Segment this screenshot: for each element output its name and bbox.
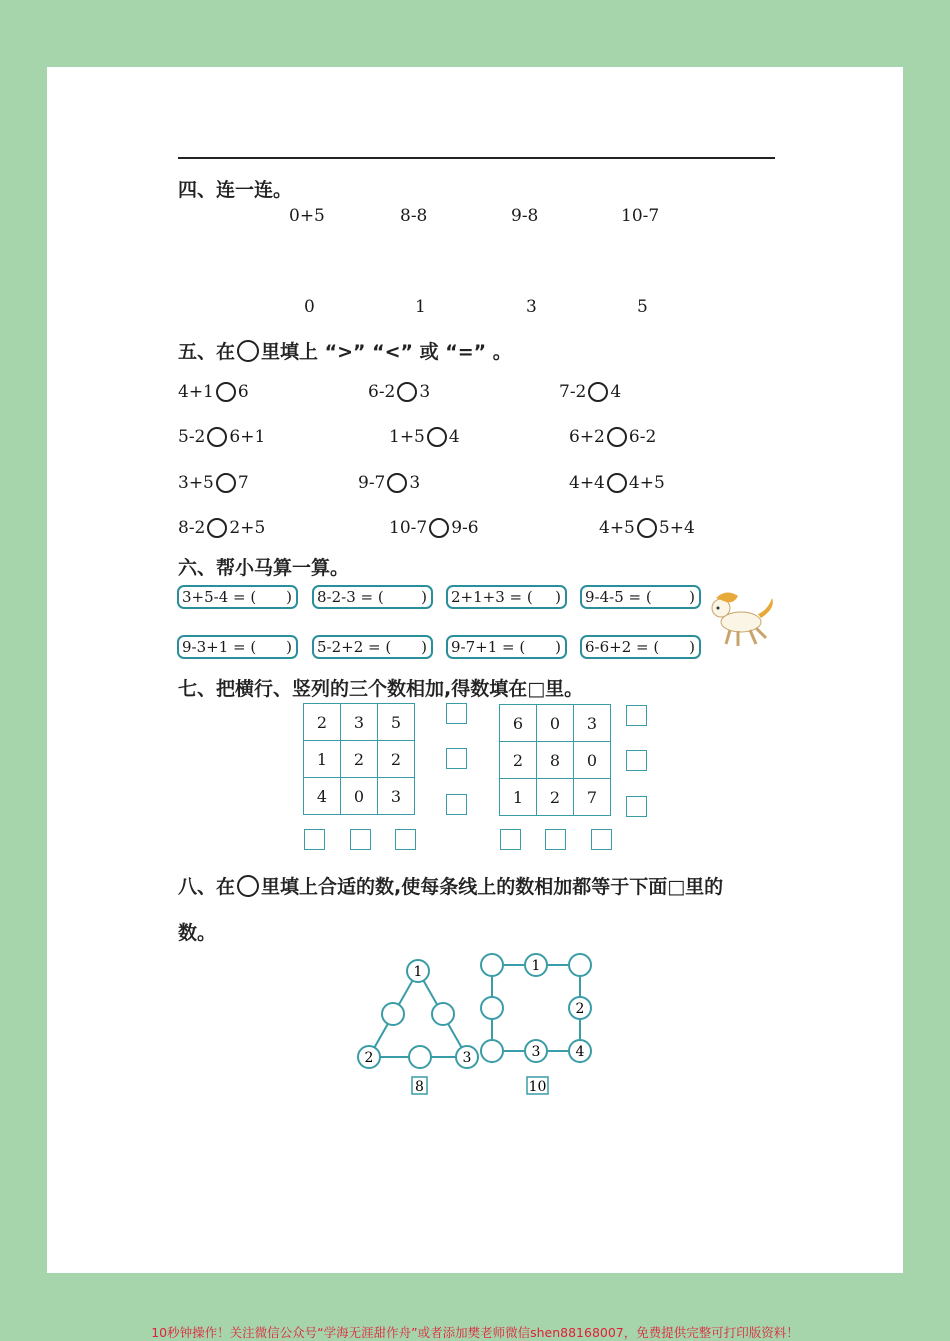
triangle-target: 8 xyxy=(415,1079,424,1095)
calc-box[interactable]: 2+1+3 = ( ) xyxy=(446,585,567,609)
grid-cell: 3 xyxy=(341,704,378,741)
square-target: 10 xyxy=(528,1079,547,1095)
grid-cell: 6 xyxy=(500,705,537,742)
circle-icon xyxy=(237,340,259,362)
grid-cell: 4 xyxy=(304,778,341,815)
compare-item: 9-7 3 xyxy=(358,473,421,493)
section8-title-suffix: 里填上合适的数,使每条线上的数相加都等于下面□里的 xyxy=(261,876,724,898)
grid-cell: 3 xyxy=(378,778,415,815)
section8-title xyxy=(178,872,723,899)
section5-title-prefix: 五、在 xyxy=(178,341,236,363)
grid-cell: 5 xyxy=(378,704,415,741)
promo-footer: 10秒钟操作！关注微信公众号“学海无涯甜作舟”或者添加樊老师微信shen88168007，免费提供完整可打印版资料！ xyxy=(151,1325,799,1340)
calc-box[interactable]: 9-3+1 = ( ) xyxy=(177,635,298,659)
section4-title: 四、连一连。 xyxy=(178,179,293,201)
compare-item: 10-7 9-6 xyxy=(389,518,479,538)
grid-cell: 2 xyxy=(537,779,574,816)
square-blank-node xyxy=(481,997,503,1019)
grid-cell: 0 xyxy=(341,778,378,815)
grid-cell: 2 xyxy=(304,704,341,741)
grid-cell: 0 xyxy=(537,705,574,742)
answer-square[interactable] xyxy=(626,796,647,817)
compare-circle[interactable] xyxy=(216,382,236,402)
compare-item: 5-2 6+1 xyxy=(178,427,266,447)
answer-square[interactable] xyxy=(500,829,521,850)
pony-icon xyxy=(706,586,778,650)
calc-box[interactable]: 8-2-3 = ( ) xyxy=(312,585,433,609)
grid-cell: 0 xyxy=(574,742,611,779)
circle-puzzle-diagram xyxy=(350,945,610,1100)
top-rule xyxy=(178,157,775,159)
section6-title: 六、帮小马算一算。 xyxy=(178,557,350,579)
compare-circle[interactable] xyxy=(427,427,447,447)
answer-square[interactable] xyxy=(304,829,325,850)
triangle-blank-node xyxy=(382,1003,404,1025)
calc-box[interactable]: 9-7+1 = ( ) xyxy=(446,635,567,659)
answer-square[interactable] xyxy=(626,750,647,771)
section5-title-suffix: 里填上 “>” “<” 或 “=” 。 xyxy=(261,341,512,363)
compare-circle[interactable] xyxy=(207,427,227,447)
compare-item: 3+5 7 xyxy=(178,473,249,493)
compare-item: 4+4 4+5 xyxy=(569,473,665,493)
compare-circle[interactable] xyxy=(607,427,627,447)
compare-item: 8-2 2+5 xyxy=(178,518,266,538)
compare-circle[interactable] xyxy=(607,473,627,493)
compare-item: 6+2 6-2 xyxy=(569,427,657,447)
triangle-blank-node xyxy=(409,1046,431,1068)
number-grid-2 xyxy=(499,704,611,816)
calc-box[interactable]: 6-6+2 = ( ) xyxy=(580,635,701,659)
compare-circle[interactable] xyxy=(637,518,657,538)
match-bottom-2[interactable]: 1 xyxy=(415,297,426,317)
compare-item: 6-2 3 xyxy=(368,382,431,402)
compare-item: 7-2 4 xyxy=(559,382,622,402)
calc-box[interactable]: 5-2+2 = ( ) xyxy=(312,635,433,659)
grid-cell: 2 xyxy=(378,741,415,778)
answer-square[interactable] xyxy=(446,703,467,724)
triangle-right-value: 3 xyxy=(462,1050,472,1066)
compare-circle[interactable] xyxy=(216,473,236,493)
square-top-value: 1 xyxy=(531,958,541,974)
grid-cell: 1 xyxy=(304,741,341,778)
match-top-2[interactable]: 8-8 xyxy=(400,206,428,226)
grid-cell: 3 xyxy=(574,705,611,742)
answer-square[interactable] xyxy=(626,705,647,726)
compare-circle[interactable] xyxy=(207,518,227,538)
triangle-left-value: 2 xyxy=(364,1050,374,1066)
circle-icon xyxy=(237,875,259,897)
match-bottom-4[interactable]: 5 xyxy=(637,297,648,317)
compare-item: 4+5 5+4 xyxy=(599,518,695,538)
section8-title-prefix: 八、在 xyxy=(178,876,236,898)
triangle-blank-node xyxy=(432,1003,454,1025)
calc-box[interactable]: 3+5-4 = ( ) xyxy=(177,585,298,609)
square-blank-node xyxy=(481,1040,503,1062)
answer-square[interactable] xyxy=(545,829,566,850)
answer-square[interactable] xyxy=(395,829,416,850)
square-right-value: 2 xyxy=(575,1001,585,1017)
match-bottom-3[interactable]: 3 xyxy=(526,297,537,317)
square-blank-node xyxy=(569,954,591,976)
grid-cell: 8 xyxy=(537,742,574,779)
answer-square[interactable] xyxy=(446,748,467,769)
compare-circle[interactable] xyxy=(588,382,608,402)
match-top-1[interactable]: 0+5 xyxy=(289,206,325,226)
grid-cell: 1 xyxy=(500,779,537,816)
answer-square[interactable] xyxy=(591,829,612,850)
compare-circle[interactable] xyxy=(387,473,407,493)
triangle-top-value: 1 xyxy=(413,964,423,980)
compare-item: 1+5 4 xyxy=(389,427,460,447)
number-grid-1 xyxy=(303,703,415,815)
match-top-3[interactable]: 9-8 xyxy=(511,206,539,226)
square-bottom-value: 3 xyxy=(531,1044,541,1060)
square-corner-value: 4 xyxy=(575,1044,585,1060)
compare-circle[interactable] xyxy=(429,518,449,538)
match-top-4[interactable]: 10-7 xyxy=(621,206,660,226)
grid-cell: 2 xyxy=(500,742,537,779)
grid-cell: 7 xyxy=(574,779,611,816)
calc-box[interactable]: 9-4-5 = ( ) xyxy=(580,585,701,609)
section7-title: 七、把横行、竖列的三个数相加,得数填在□里。 xyxy=(178,678,584,700)
grid-cell: 2 xyxy=(341,741,378,778)
match-bottom-1[interactable]: 0 xyxy=(304,297,315,317)
compare-circle[interactable] xyxy=(397,382,417,402)
answer-square[interactable] xyxy=(446,794,467,815)
section5-title xyxy=(178,337,512,364)
section8-title-cont: 数。 xyxy=(178,922,217,944)
square-blank-node xyxy=(481,954,503,976)
answer-square[interactable] xyxy=(350,829,371,850)
compare-item: 4+1 6 xyxy=(178,382,249,402)
